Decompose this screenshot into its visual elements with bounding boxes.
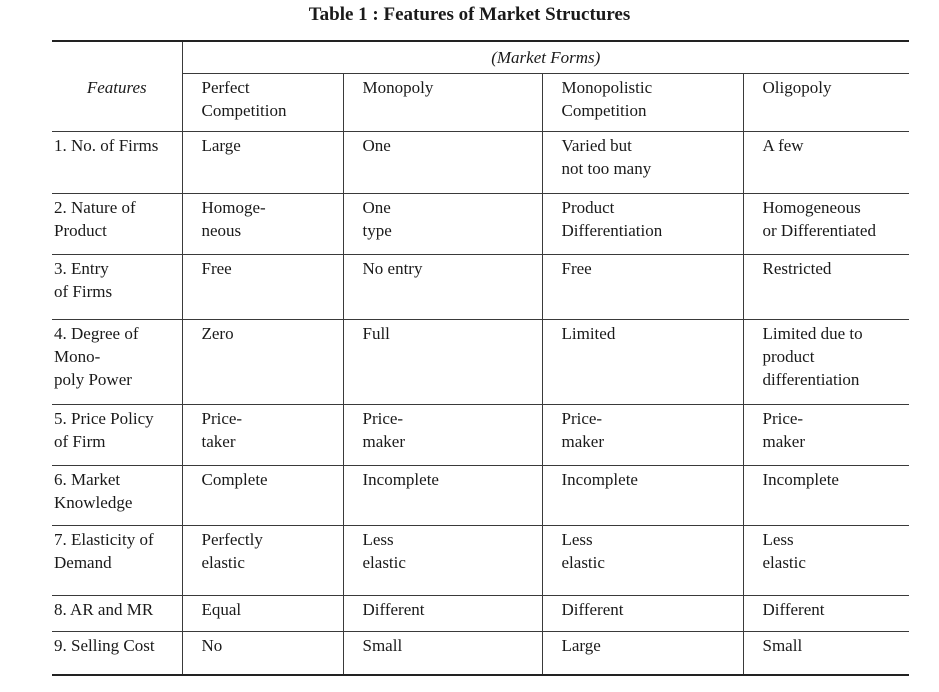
feature-cell: 1. No. of Firms [52, 131, 182, 193]
feature-cell: 5. Price Policy of Firm [52, 404, 182, 465]
table-row [52, 254, 909, 319]
value-cell: Limited [542, 319, 743, 404]
feature-cell: 3. Entry of Firms [52, 254, 182, 319]
table-row [52, 525, 909, 595]
value-cell: Equal [182, 595, 343, 631]
value-cell: Varied but not too many [542, 131, 743, 193]
value-cell: Less elastic [743, 525, 909, 595]
feature-cell: 4. Degree of Mono- poly Power [52, 319, 182, 404]
market-structures-table [52, 40, 909, 676]
value-cell: Less elastic [542, 525, 743, 595]
value-cell: Free [542, 254, 743, 319]
value-cell: Price- maker [743, 404, 909, 465]
value-cell: Price- maker [343, 404, 542, 465]
column-header-perfect-competition: Perfect Competition [182, 73, 343, 131]
value-cell: Homoge- neous [182, 193, 343, 254]
market-forms-header-cell [182, 41, 909, 73]
value-cell: Different [743, 595, 909, 631]
value-cell: Small [343, 631, 542, 675]
value-cell: Zero [182, 319, 343, 404]
market-forms-label: (Market Forms) [491, 48, 601, 67]
features-label: Features [86, 77, 147, 97]
value-cell: One [343, 131, 542, 193]
value-cell: Price- maker [542, 404, 743, 465]
value-cell: Less elastic [343, 525, 542, 595]
value-cell: Restricted [743, 254, 909, 319]
value-cell: Price- taker [182, 404, 343, 465]
feature-cell: 6. Market Knowledge [52, 465, 182, 525]
value-cell: Product Differentiation [542, 193, 743, 254]
table-row [52, 131, 909, 193]
value-cell: Large [542, 631, 743, 675]
value-cell: Free [182, 254, 343, 319]
value-cell: Small [743, 631, 909, 675]
feature-cell: 8. AR and MR [52, 595, 182, 631]
value-cell: Full [343, 319, 542, 404]
feature-cell: 2. Nature of Product [52, 193, 182, 254]
table-row [52, 465, 909, 525]
feature-cell: 7. Elasticity of Demand [52, 525, 182, 595]
table-row [52, 595, 909, 631]
value-cell: No entry [343, 254, 542, 319]
value-cell: Incomplete [743, 465, 909, 525]
feature-cell: 9. Selling Cost [52, 631, 182, 675]
value-cell: Different [542, 595, 743, 631]
table-row [52, 319, 909, 404]
table-row [52, 193, 909, 254]
value-cell: Homogeneous or Differentiated [743, 193, 909, 254]
value-cell: Large [182, 131, 343, 193]
features-header-cell [52, 41, 182, 131]
value-cell: Incomplete [542, 465, 743, 525]
value-cell: Limited due to product differentiation [743, 319, 909, 404]
value-cell: Different [343, 595, 542, 631]
value-cell: One type [343, 193, 542, 254]
table-row [52, 404, 909, 465]
value-cell: A few [743, 131, 909, 193]
table-row [52, 631, 909, 675]
value-cell: Perfectly elastic [182, 525, 343, 595]
column-header-monopoly: Monopoly [343, 73, 542, 131]
table-title: Table 1 : Features of Market Structures [308, 4, 631, 25]
value-cell: No [182, 631, 343, 675]
column-header-oligopoly: Oligopoly [743, 73, 909, 131]
value-cell: Incomplete [343, 465, 542, 525]
market-forms-header-row [52, 41, 909, 73]
column-header-monopolistic-competition: Monopolistic Competition [542, 73, 743, 131]
value-cell: Complete [182, 465, 343, 525]
